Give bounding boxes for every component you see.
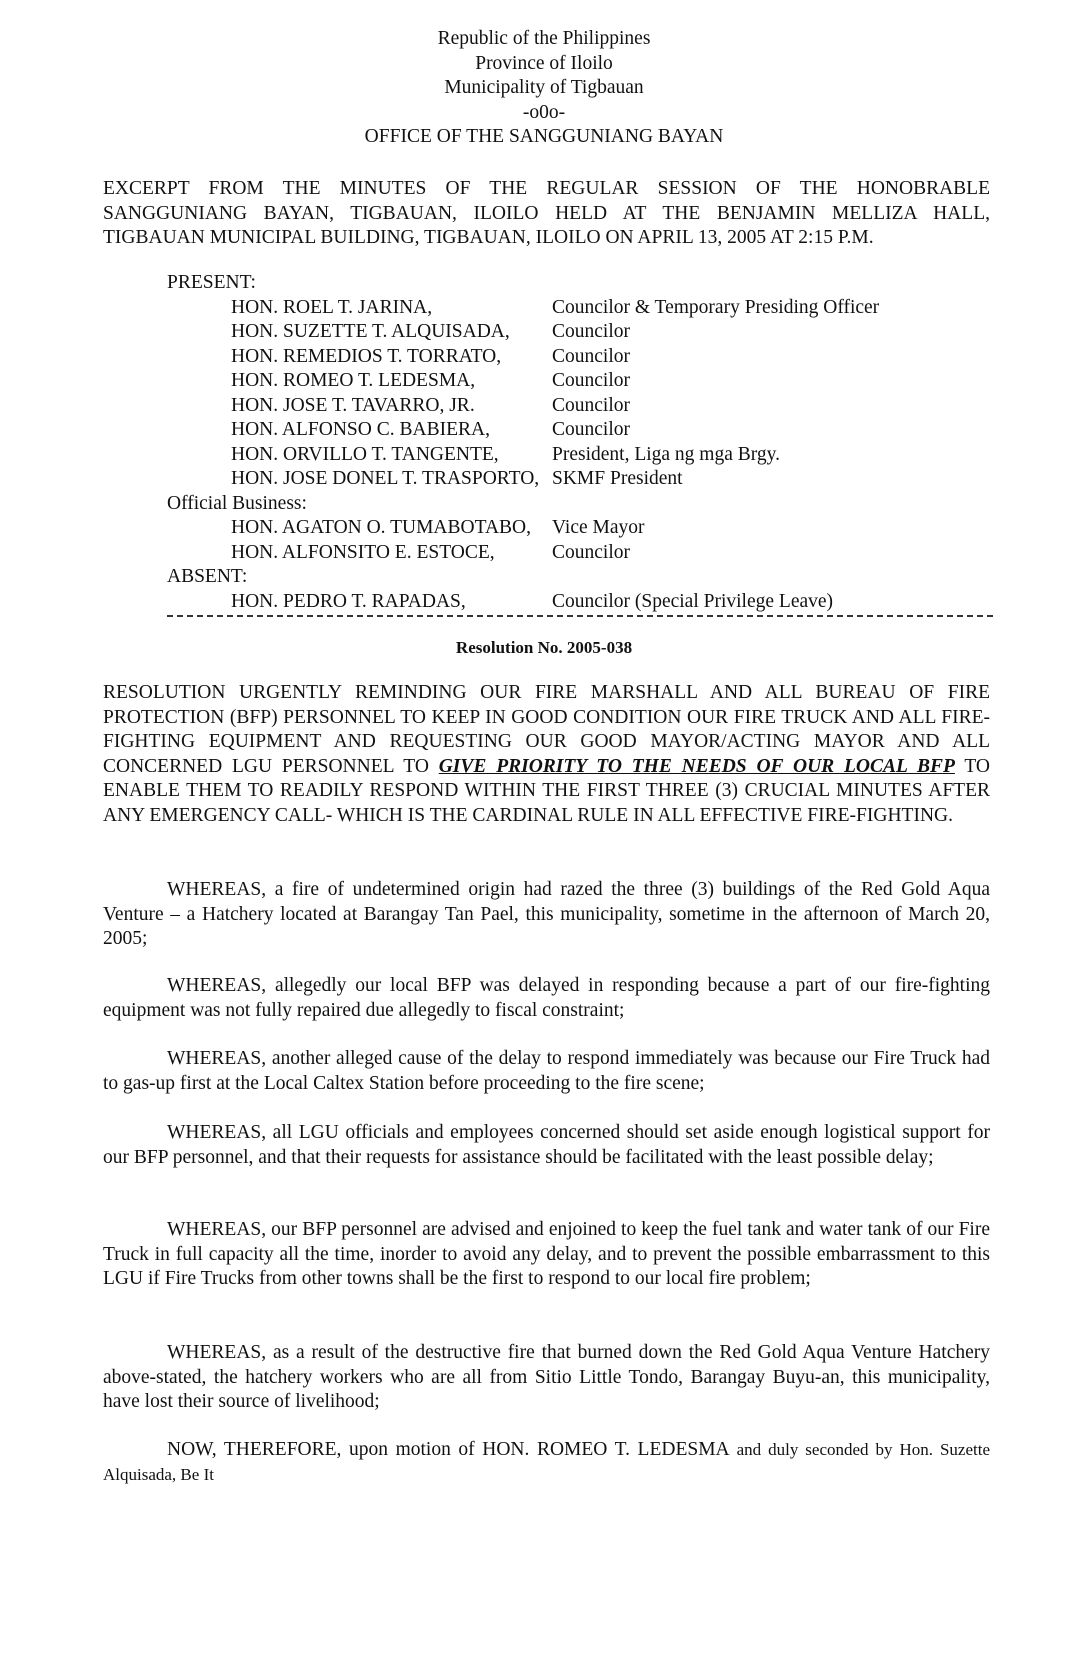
attendance-list — [167, 271, 997, 614]
resolution-title-text: RESOLUTION URGENTLY REMINDING OUR FIRE MARSHALL AND ALL BUREAU OF FIRE PROTECTION (BFP) PERSONNEL TO KEEP IN GOOD CONDITION OUR FIRE TRUCK AND ALL FIRE-FIGHTING EQUIPMENT AND REQUESTING OUR GOOD MAYOR/ACTING MAYOR AND ALL CONCERNED LGU PERSONNEL TO — [103, 682, 990, 777]
attendee-role: Councilor — [552, 394, 630, 416]
attendee-role: Councilor — [552, 541, 630, 563]
attendee-name: HON. PEDRO T. RAPADAS, — [231, 590, 466, 612]
attendee-row — [167, 394, 997, 419]
attendee-row — [167, 590, 997, 615]
attendee-name: HON. AGATON O. TUMABOTABO, — [231, 517, 531, 538]
present-label: PRESENT: — [167, 272, 256, 293]
attendee-name: HON. ALFONSITO E. ESTOCE, — [231, 541, 495, 563]
letterhead-separator: -o0o- — [522, 101, 566, 123]
whereas-clause: WHEREAS, our BFP personnel are advised and enjoined to keep the fuel tank and water tank of our Fire Truck in full capacity all the time, inorder to avoid any delay, and to prevent the possible embarrassment to this LGU if Fire Trucks from other towns shall be the first to respond to our local fire problem; — [103, 1219, 990, 1289]
resolution-title-emphasis: GIVE PRIORITY TO THE NEEDS OF OUR LOCAL BFP — [438, 755, 955, 777]
minutes-excerpt: EXCERPT FROM THE MINUTES OF THE REGULAR SESSION OF THE HONOBRABLE SANGGUNIANG BAYAN, TIGBAUAN, ILOILO HELD AT THE BENJAMIN MELLIZA HALL, TIGBAUAN MUNICIPAL BUILDING, TIGBAUAN, ILOILO ON APRIL 13, 2005 AT 2:15 P.M. — [103, 178, 990, 248]
attendee-name: HON. JOSE T. TAVARRO, JR. — [231, 394, 475, 416]
attendee-name: HON. JOSE DONEL T. TRASPORTO, — [231, 468, 540, 489]
attendee-row — [167, 345, 997, 370]
attendee-row — [167, 467, 997, 492]
letterhead — [0, 27, 1088, 150]
attendee-name: HON. ALFONSO C. BABIERA, — [231, 419, 490, 440]
attendee-role: Councilor (Special Privilege Leave) — [552, 590, 834, 612]
letterhead-province: Province of Iloilo — [475, 52, 613, 74]
now-therefore-main: NOW, THEREFORE, upon motion of HON. ROMEO T. LEDESMA — [167, 1439, 730, 1460]
now-therefore-clause — [103, 1438, 990, 1487]
letterhead-country: Republic of the Philippines — [437, 28, 651, 49]
attendee-row — [167, 296, 997, 321]
letterhead-office: OFFICE OF THE SANGGUNIANG BAYAN — [364, 126, 724, 147]
resolution-number: Resolution No. 2005-038 — [455, 638, 633, 657]
whereas-clause: WHEREAS, as a result of the destructive fire that burned down the Red Gold Aqua Venture Hatchery above-stated, the hatchery workers who are all from Sitio Little Tondo, Barangay Buyu-an, this municipality, have lost their source of livelihood; — [103, 1342, 990, 1412]
absent-label: ABSENT: — [167, 566, 248, 587]
dashed-separator — [167, 615, 993, 619]
whereas-clause: WHEREAS, another alleged cause of the delay to respond immediately was because our Fire Truck had to gas-up first at the Local Caltex Station before proceeding to the fire scene; — [103, 1048, 990, 1094]
whereas-clause: WHEREAS, all LGU officials and employees concerned should set aside enough logistical support for our BFP personnel, and that their requests for assistance should be facilitated with the least possible delay; — [103, 1122, 990, 1168]
attendee-name: HON. ROEL T. JARINA, — [231, 296, 433, 318]
attendee-name: HON. ORVILLO T. TANGENTE, — [231, 443, 499, 465]
attendee-role: SKMF President — [552, 468, 683, 489]
attendee-role: Councilor — [552, 419, 630, 440]
official-business-label: Official Business: — [167, 492, 307, 514]
attendee-row — [167, 516, 997, 541]
attendee-name: HON. ROMEO T. LEDESMA, — [231, 370, 476, 391]
resolution-title — [103, 681, 990, 828]
letterhead-municipality: Municipality of Tigbauan — [444, 77, 644, 98]
whereas-clause: WHEREAS, a fire of undetermined origin had razed the three (3) buildings of the Red Gold Aqua Venture – a Hatchery located at Barangay Tan Pael, this municipality, sometime in the afternoon of March 20, 2005; — [103, 879, 990, 949]
resolution-title-text: TO ENABLE THEM TO READILY RESPOND WITHIN THE FIRST THREE (3) CRUCIAL MINUTES AFTER ANY EMERGENCY CALL- WHICH IS THE CARDINAL RULE IN ALL EFFECTIVE FIRE-FIGHTING. — [103, 755, 990, 826]
attendee-role: Councilor — [552, 321, 630, 342]
now-therefore-continuation: and duly seconded by Hon. Suzette Alquisada, Be It — [103, 1440, 990, 1484]
attendee-role: Councilor — [552, 345, 630, 367]
attendee-row — [167, 443, 997, 468]
attendee-role: Councilor — [552, 370, 630, 391]
attendee-row — [167, 418, 997, 443]
attendee-role: Councilor & Temporary Presiding Officer — [552, 296, 880, 318]
attendee-role: President, Liga ng mga Brgy. — [552, 443, 781, 465]
attendee-row — [167, 320, 997, 345]
attendee-name: HON. SUZETTE T. ALQUISADA, — [231, 321, 510, 342]
attendee-name: HON. REMEDIOS T. TORRATO, — [231, 345, 502, 367]
attendee-row — [167, 541, 997, 566]
attendee-role: Vice Mayor — [552, 517, 645, 538]
attendee-row — [167, 369, 997, 394]
whereas-clause: WHEREAS, allegedly our local BFP was delayed in responding because a part of our fire-fighting equipment was not fully repaired due allegedly to fiscal constraint; — [103, 975, 990, 1021]
